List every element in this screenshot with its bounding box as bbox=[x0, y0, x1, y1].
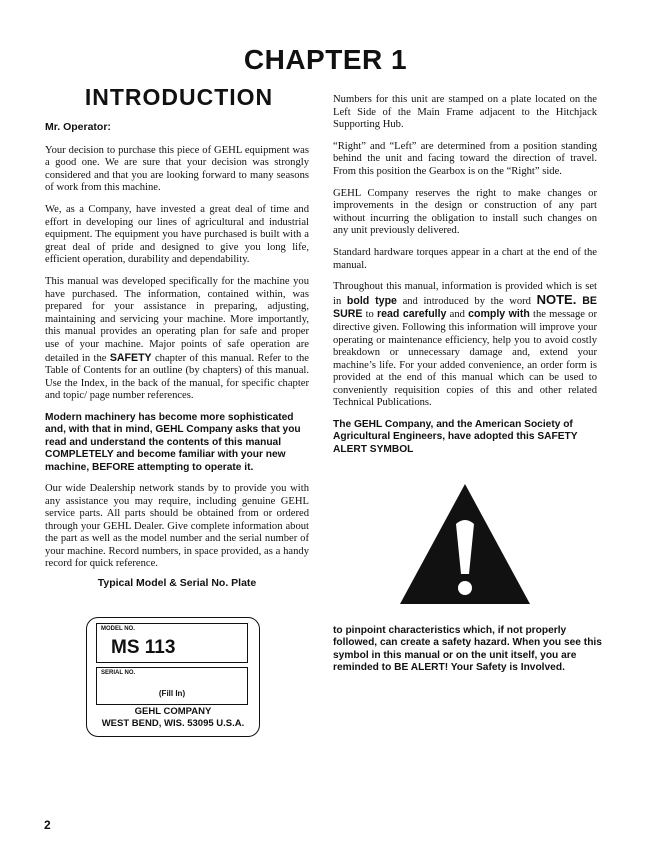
serial-number-label: SERIAL NO. bbox=[101, 670, 136, 676]
model-number-label: MODEL NO. bbox=[101, 626, 135, 632]
plate-company-address: WEST BEND, WIS. 53095 U.S.A. bbox=[101, 717, 245, 729]
paragraph-changes: GEHL Company reserves the right to make changes or improvements in the design or construction of any part without incurring the obligation to install such changes on any unit previously delivered. bbox=[333, 187, 597, 237]
paragraph-manual: This manual was developed specifically for the machine you have purchased. The information, contained within, was prepared for your assistance in preparing, adjusting, maintaining and servicing your machine. More importantly, this manual provides an operating plan for safe and proper use of your machine. Major points of safe operation are detailed in the SAFETY chapter of this manual. Refer to the Table of Contents for an outline (by chapters) of this manual. Use the Index, in the back of the manual, for specific chapter and topic/ page number references. bbox=[45, 275, 309, 402]
paragraph-read-manual-warning: Modern machinery has become more sophisticated and, with that in mind, GEHL Company asks that you read and understand the contents of this manual COMPLETELY and become familiar with your new machine, BEFORE attempting to operate it. bbox=[45, 411, 301, 473]
paragraph-plate-location: Numbers for this unit are stamped on a plate located on the Left Side of the Main Frame adjacent to the Hitchjack Supporting Hub. bbox=[333, 94, 597, 131]
paragraph-torques: Standard hardware torques appear in a chart at the end of the manual. bbox=[333, 246, 597, 271]
paragraph-note-info: Throughout this manual, information is provided which is set in bold type and introduced by the word NOTE. BE SURE to read carefully and comply with the message or directive given. Following this information will improve your operating or maintenance efficiency, help you to avoid costly breakdown or unnecessary damage and, extend your machine’s life. For your added convenience, an order form is provided at the end of this manual which can be used to conveniently requisition copies of this and other related Technical Publications. bbox=[333, 281, 598, 409]
greeting: Mr. Operator: bbox=[45, 121, 111, 133]
serial-number-box bbox=[96, 667, 248, 705]
plate-company bbox=[87, 706, 259, 729]
model-number-value: MS 113 bbox=[111, 637, 176, 658]
section-title: INTRODUCTION bbox=[84, 84, 274, 110]
paragraph-dealership: Our wide Dealership network stands by to provide you with any assistance you may require, including genuine GEHL service parts. All parts should be obtained from or ordered through your GEHL Dealer. Give complete information about the part as well as the model number and the serial number of your machine. Record numbers, in space provided, as a handy record for quick reference. bbox=[45, 482, 309, 570]
right-column bbox=[333, 94, 597, 465]
plate-company-name: GEHL COMPANY bbox=[134, 706, 212, 717]
paragraph-company: We, as a Company, have invested a great deal of time and effort in developing our lines of agricultural and industrial equipment. The equipment you have purchased is built with a great deal of pride and designed to give you long life, efficient operation, durability and dependability. bbox=[45, 203, 309, 266]
plate-caption: Typical Model & Serial No. Plate bbox=[97, 577, 257, 589]
paragraph-decision: Your decision to purchase this piece of GEHL equipment was a good one. We are sure that your decision was strongly considered and that you are looking forward to many seasons of work from this machine. bbox=[45, 144, 309, 194]
left-column bbox=[45, 121, 309, 580]
paragraph-right-left: “Right” and “Left” are determined from a position standing behind the unit and facing toward the direction of travel. From this position the Gearbox is on the “Right” side. bbox=[333, 140, 597, 177]
page-number: 2 bbox=[44, 818, 51, 832]
paragraph-safety-pinpoint: to pinpoint characteristics which, if not properly followed, can create a safety hazard. When you see this symbol in this manual or on the unit itself, you are reminded to BE ALERT! Your Safety is Involved. bbox=[333, 625, 602, 674]
paragraph-safety-adopt: The GEHL Company, and the American Society of Agricultural Engineers, have adopted this SAFETY ALERT SYMBOL bbox=[333, 419, 578, 455]
chapter-title: CHAPTER 1 bbox=[243, 44, 408, 75]
model-number-box bbox=[96, 623, 248, 663]
serial-plate bbox=[86, 617, 260, 737]
safety-alert-triangle-icon bbox=[398, 482, 532, 606]
serial-fill-in: (Fill In) bbox=[158, 689, 186, 698]
